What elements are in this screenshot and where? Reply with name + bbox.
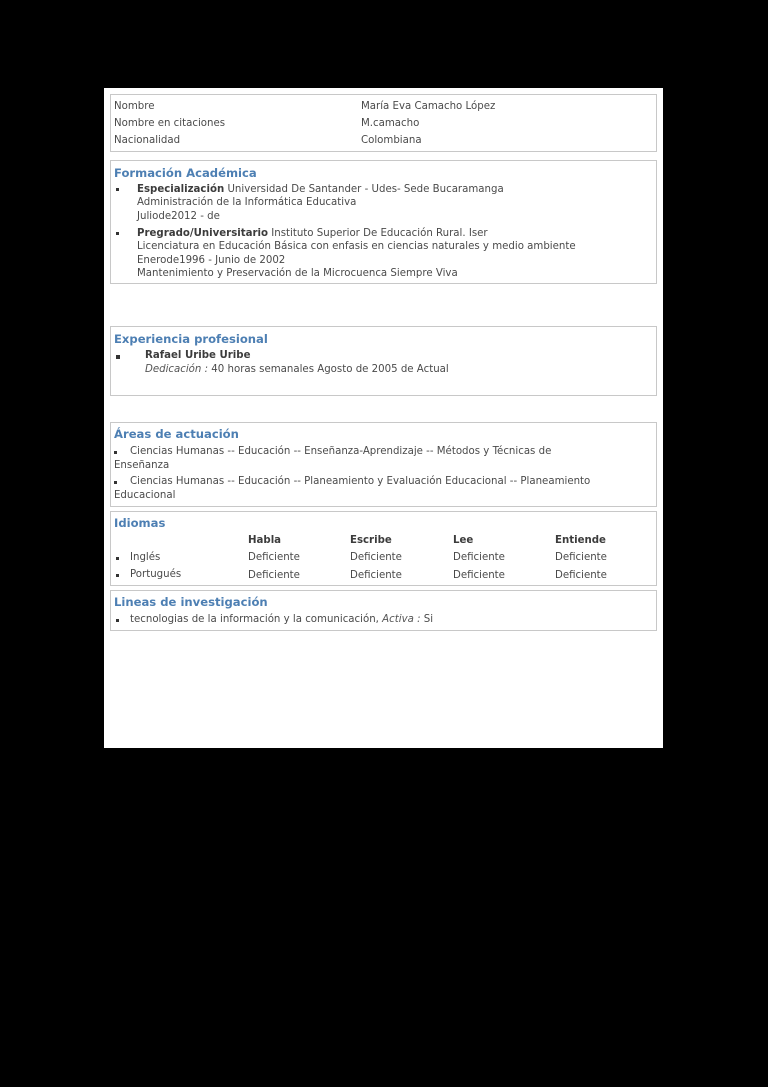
dedication-value: 40 horas semanales Agosto de 2005 de Actual xyxy=(211,364,449,375)
active-label: Activa : xyxy=(382,614,421,625)
header-escribe: Escribe xyxy=(350,535,392,546)
degree-1: Especialización xyxy=(137,184,225,195)
header-lee: Lee xyxy=(453,535,474,546)
portuguese-habla: Deficiente xyxy=(248,570,300,581)
experience-heading: Experiencia profesional xyxy=(114,332,268,346)
thesis-2: Mantenimiento y Preservación de la Microcuenca Siempre Viva xyxy=(137,268,458,279)
research-heading: Lineas de investigación xyxy=(114,595,268,609)
dates-1: Juliode2012 - de xyxy=(137,211,220,222)
language-portuguese: Portugués xyxy=(130,569,182,580)
degree-2: Pregrado/Universitario xyxy=(137,228,269,239)
bullet-icon xyxy=(116,188,119,191)
name-label: Nombre xyxy=(114,101,155,112)
research-line-text: tecnologias de la información y la comunicación, xyxy=(130,614,379,625)
education-item-1 xyxy=(137,183,504,197)
dedication xyxy=(145,363,449,377)
nationality-label: Nacionalidad xyxy=(114,135,181,146)
education-heading: Formación Académica xyxy=(114,166,257,180)
portuguese-lee: Deficiente xyxy=(453,570,505,581)
area-item-2-line2: Educacional xyxy=(114,490,176,501)
languages-heading: Idiomas xyxy=(114,516,166,530)
citation-name-value: M.camacho xyxy=(361,118,420,129)
bullet-icon xyxy=(114,481,117,484)
institution-2: Instituto Superior De Educación Rural. Iser xyxy=(271,228,488,239)
languages-section xyxy=(110,511,657,586)
area-item-1-line2: Enseñanza xyxy=(114,460,170,471)
area-item-1-line1: Ciencias Humanas -- Educación -- Enseñanza-Aprendizaje -- Métodos y Técnicas de xyxy=(130,446,552,457)
bullet-icon xyxy=(116,557,119,560)
bullet-icon xyxy=(116,232,119,235)
header-habla: Habla xyxy=(248,535,282,546)
education-item-2 xyxy=(137,227,488,241)
bullet-icon xyxy=(114,451,117,454)
areas-heading: Áreas de actuación xyxy=(114,427,239,441)
english-entiende: Deficiente xyxy=(555,552,607,563)
areas-section xyxy=(110,422,657,507)
personal-info-section xyxy=(110,94,657,152)
english-lee: Deficiente xyxy=(453,552,505,563)
english-escribe: Deficiente xyxy=(350,552,402,563)
header-entiende: Entiende xyxy=(555,535,606,546)
dedication-label: Dedicación : xyxy=(145,364,209,375)
experience-section xyxy=(110,326,657,396)
portuguese-escribe: Deficiente xyxy=(350,570,402,581)
research-lines-section xyxy=(110,590,657,631)
cv-page xyxy=(104,88,663,748)
institution-1: Universidad De Santander - Udes- Sede Bucaramanga xyxy=(227,184,504,195)
program-2: Licenciatura en Educación Básica con enfasis en ciencias naturales y medio ambiente xyxy=(137,241,576,252)
program-1: Administración de la Informática Educativa xyxy=(137,197,357,208)
name-value: María Eva Camacho López xyxy=(361,101,496,112)
english-habla: Deficiente xyxy=(248,552,300,563)
active-value: Si xyxy=(423,614,434,625)
dates-2: Enerode1996 - Junio de 2002 xyxy=(137,255,286,266)
bullet-icon xyxy=(116,574,119,577)
nationality-value: Colombiana xyxy=(361,135,422,146)
bullet-icon xyxy=(116,355,120,359)
citation-name-label: Nombre en citaciones xyxy=(114,118,226,129)
employer-name: Rafael Uribe Uribe xyxy=(145,350,251,361)
education-section xyxy=(110,160,657,284)
portuguese-entiende: Deficiente xyxy=(555,570,607,581)
research-line-item xyxy=(130,613,433,627)
language-english: Inglés xyxy=(130,552,161,563)
area-item-2-line1: Ciencias Humanas -- Educación -- Planeamiento y Evaluación Educacional -- Planeamiento xyxy=(130,476,591,487)
bullet-icon xyxy=(116,619,119,622)
